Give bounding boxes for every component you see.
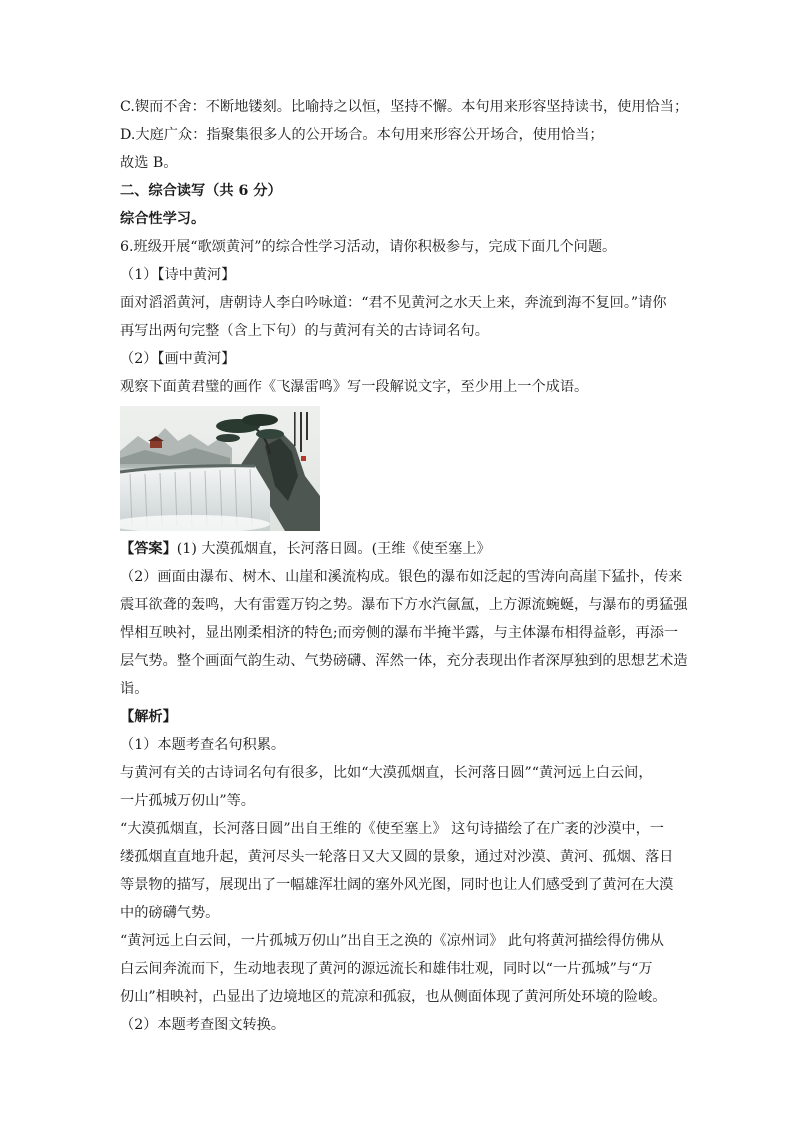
analysis-line: “黄河远上白云间，一片孤城万仞山”出自王之涣的《凉州词》 此句将黄河描绘得仿佛从	[120, 933, 664, 949]
answer-part2-line: 诣。	[120, 681, 149, 697]
waterfall-painting	[120, 406, 320, 531]
choice-conclusion: 故选 B。	[120, 155, 178, 171]
analysis-line: （1）本题考查名句积累。	[120, 737, 286, 753]
answer-line1	[120, 535, 680, 563]
document-body	[120, 93, 689, 1039]
part2-heading: （2）【画中黄河】	[120, 351, 236, 367]
answer-part1: (1) 大漠孤烟直，长河落日圆。(王维《使至塞上》	[176, 541, 491, 557]
part2-text: 观察下面黄君璧的画作《飞瀑雷鸣》写一段解说文字，至少用上一个成语。	[120, 379, 589, 395]
answer-part2-line: （2）画面由瀑布、树木、山崖和溪流构成。银色的瀑布如泛起的雪涛向高崖下猛扑，传来	[120, 569, 683, 585]
option-d-line: D.大庭广众：指聚集很多人的公开场合。本句用来形容公开场合，使用恰当；	[120, 127, 604, 143]
answer-part2-line: 震耳欲聋的轰鸣，大有雷霆万钧之势。瀑布下方水汽氤氲，上方源流蜿蜒，与瀑布的勇猛强	[120, 597, 688, 613]
analysis-line: 缕孤烟直直地升起，黄河尽头一轮落日又大又圆的景象，通过对沙漠、黄河、孤烟、落日	[120, 849, 674, 865]
answer-part2-line: 层气势。整个画面气韵生动、气势磅礴、浑然一体，充分表现出作者深厚独到的思想艺术造	[120, 653, 688, 669]
part1-text-line2: 再写出两句完整（含上下句）的与黄河有关的古诗词名句。	[120, 323, 489, 339]
analysis-line: 中的磅礴气势。	[120, 905, 220, 921]
option-c-line: C.锲而不舍：不断地镂刻。比喻持之以恒，坚持不懈。本句用来形容坚持读书，使用恰当；	[120, 99, 689, 115]
analysis-line: 等景物的描写，展现出了一幅雄浑壮阔的塞外风光图，同时也让人们感受到了黄河在大漠	[120, 877, 674, 893]
analysis-line: 与黄河有关的古诗词名句有很多，比如“大漠孤烟直，长河落日圆”“黄河远上白云间，	[120, 765, 653, 781]
analysis-line: 一片孤城万仞山”等。	[120, 793, 255, 809]
part1-heading: （1）【诗中黄河】	[120, 267, 236, 283]
section-subtitle: 综合性学习。	[120, 211, 206, 227]
analysis-line: 白云间奔流而下，生动地表现了黄河的源远流长和雄伟壮观，同时以“一片孤城”与“万	[120, 961, 653, 977]
analysis-line: （2）本题考查图文转换。	[120, 1017, 286, 1033]
answer-label: 【答案】	[120, 541, 177, 557]
analysis-line: “大漠孤烟直，长河落日圆”出自王维的《使至塞上》 这句诗描绘了在广袤的沙漠中，一	[120, 821, 664, 837]
part1-text-line1: 面对滔滔黄河，唐朝诗人李白吟咏道：“君不见黄河之水天上来，奔流到海不复回。”请你	[120, 295, 667, 311]
question-6: 6.班级开展“歌颂黄河”的综合性学习活动，请你积极参与，完成下面几个问题。	[120, 239, 617, 255]
analysis-label: 【解析】	[120, 709, 177, 725]
analysis-line: 仞山”相映衬，凸显出了边境地区的荒凉和孤寂，也从侧面体现了黄河所处环境的险峻。	[120, 989, 667, 1005]
answer-part2-line: 悍相互映衬，显出刚柔相济的特色;而旁侧的瀑布半掩半露，与主体瀑布相得益彰，再添一	[120, 625, 679, 641]
section-title: 二、综合读写（共 6 分）	[120, 183, 282, 199]
